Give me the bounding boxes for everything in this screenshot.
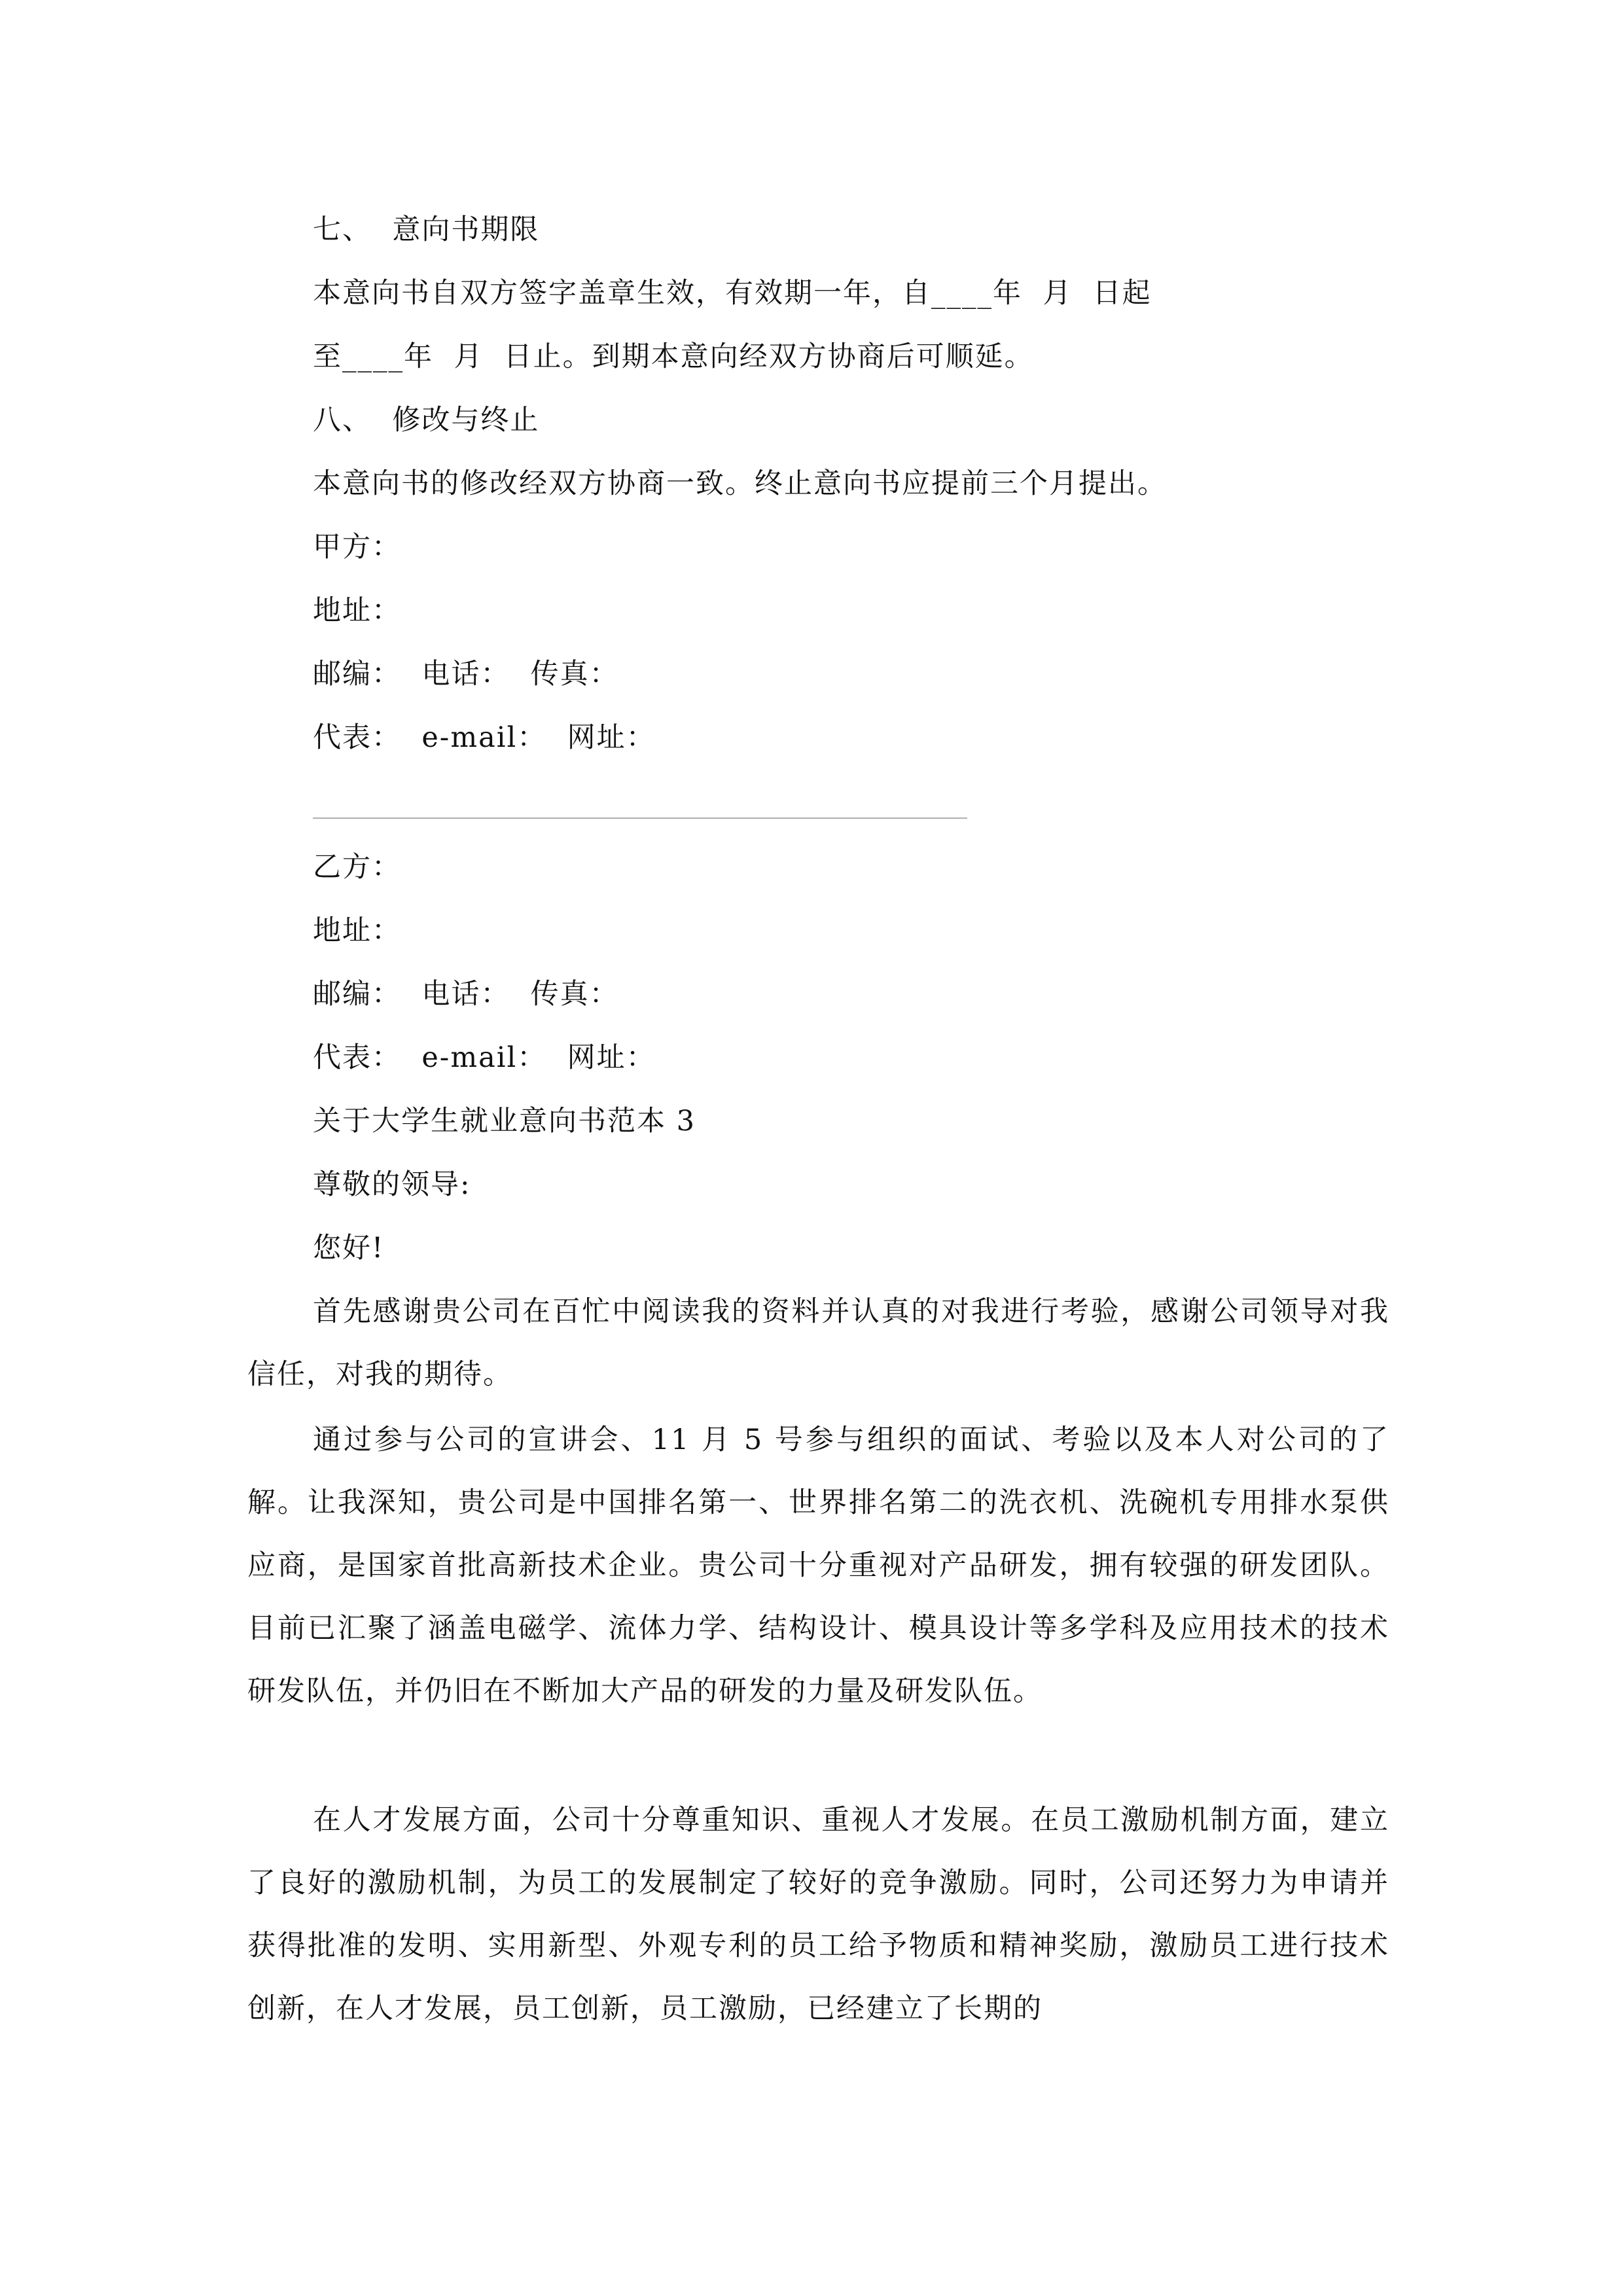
section-7-line-2: 至____年 月 日止。到期本意向经双方协商后可顺延。: [313, 340, 1034, 373]
salutation: 尊敬的领导:: [313, 1168, 471, 1201]
paragraph-3: 在人才发展方面，公司十分尊重知识、重视人才发展。在员工激励机制方面，建立了良好的激励机制，为员工的发展制定了较好的竞争激励。同时，公司还努力为申请并获得批准的发明、实用新型、外观专利的员工给予物质和精神奖励，激励员工进行技术创新，在人才发展，员工创新，员工激励，已经建立了长期的: [247, 1804, 1389, 2025]
party-b-rep-line: 代表： e-mail： 网址：: [313, 1041, 656, 1074]
section-7-heading: 七、 意向书期限: [313, 213, 540, 246]
party-b-label: 乙方：: [313, 851, 401, 884]
paragraph-1: 首先感谢贵公司在百忙中阅读我的资料并认真的对我进行考验，感谢公司领导对我信任，对我的期待。: [247, 1295, 1389, 1391]
section-7-line-1: 本意向书自双方签字盖章生效，有效期一年，自____年 月 日起: [313, 277, 1152, 310]
party-a-rep-line: 代表： e-mail： 网址：: [313, 721, 656, 754]
party-a-contact-line: 邮编： 电话： 传真：: [313, 658, 619, 691]
party-a-address-label: 地址：: [313, 594, 401, 627]
section-divider: [313, 817, 967, 819]
paragraph-2: 通过参与公司的宣讲会、11 月 5 号参与组织的面试、考验以及本人对公司的了解。让我深知，贵公司是中国排名第一、世界排名第二的洗衣机、洗碗机专用排水泵供应商，是国家首批高新技术企业。贵公司十分重视对产品研发，拥有较强的研发团队。目前已汇聚了涵盖电磁学、流体力学、结构设计、模具设计等多学科及应用技术的技术研发队伍，并仍旧在不断加大产品的研发的力量及研发队伍。: [247, 1424, 1389, 1708]
party-a-label: 甲方：: [313, 531, 401, 564]
sample-3-title: 关于大学生就业意向书范本 3: [313, 1105, 696, 1138]
section-8-line-1: 本意向书的修改经双方协商一致。终止意向书应提前三个月提出。: [313, 467, 1167, 500]
party-b-address-label: 地址：: [313, 914, 401, 947]
section-8-heading: 八、 修改与终止: [313, 404, 540, 437]
party-b-contact-line: 邮编： 电话： 传真：: [313, 978, 619, 1011]
greeting: 您好!: [313, 1232, 385, 1265]
